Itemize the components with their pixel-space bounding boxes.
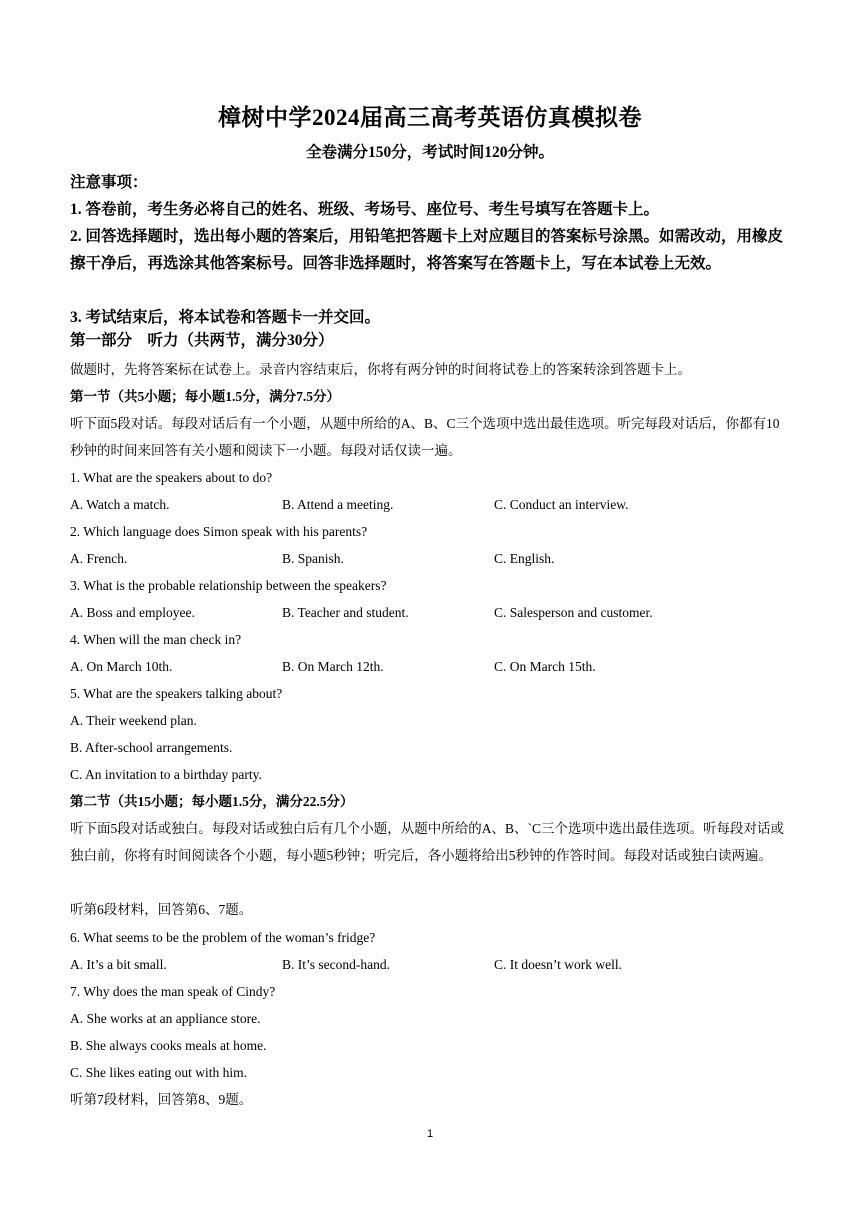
question-2: 2. Which language does Simon speak with his parents? bbox=[70, 524, 368, 539]
option-c: C. It doesn’t work well. bbox=[494, 957, 622, 972]
option-b: B. On March 12th. bbox=[282, 659, 384, 674]
option-b: B. Spanish. bbox=[282, 551, 344, 566]
options-1 bbox=[70, 491, 792, 518]
option-a: A. She works at an appliance store. bbox=[70, 1011, 261, 1026]
option-c: C. On March 15th. bbox=[494, 659, 596, 674]
option-b: B. It’s second-hand. bbox=[282, 957, 390, 972]
options-4 bbox=[70, 653, 792, 680]
section2-instruction: 听下面5段对话或独白。每段对话或独白后有几个小题，从题中所给的A、B、`C三个选项中选出最佳选项。听每段对话或独白前，你将有时间阅读各个小题，每小题5秒钟；听完后，各小题将给出5秒钟的作答时间。每段对话或独白读两遍。 bbox=[70, 821, 785, 863]
notice-item-3: 3. 考试结束后，将本试卷和答题卡一并交回。 bbox=[70, 309, 381, 326]
option-a: A. Boss and employee. bbox=[70, 605, 195, 620]
section2-heading: 第二节（共15小题；每小题1.5分，满分22.5分） bbox=[70, 794, 354, 809]
option-b: B. She always cooks meals at home. bbox=[70, 1038, 267, 1053]
option-b: B. After-school arrangements. bbox=[70, 740, 233, 755]
option-c: C. She likes eating out with him. bbox=[70, 1065, 247, 1080]
option-c: C. An invitation to a birthday party. bbox=[70, 767, 262, 782]
part1-heading: 第一部分 听力（共两节，满分30分） bbox=[70, 332, 334, 349]
page-number: 1 bbox=[426, 1128, 434, 1140]
option-c: C. Conduct an interview. bbox=[494, 497, 629, 512]
notice-heading: 注意事项： bbox=[70, 174, 148, 191]
options-3 bbox=[70, 599, 792, 626]
option-a: A. Watch a match. bbox=[70, 497, 170, 512]
options-2 bbox=[70, 545, 792, 572]
question-1: 1. What are the speakers about to do? bbox=[70, 470, 273, 485]
options-6 bbox=[70, 951, 792, 978]
question-3: 3. What is the probable relationship between the speakers? bbox=[70, 578, 387, 593]
section1-heading: 第一节（共5小题；每小题1.5分，满分7.5分） bbox=[70, 389, 340, 404]
question-7: 7. Why does the man speak of Cindy? bbox=[70, 984, 276, 999]
exam-subtitle: 全卷满分150分，考试时间120分钟。 bbox=[305, 144, 554, 161]
option-b: B. Attend a meeting. bbox=[282, 497, 394, 512]
notice-item-1: 1. 答卷前，考生务必将自己的姓名、班级、考场号、座位号、考生号填写在答题卡上。 bbox=[70, 201, 660, 218]
option-a: A. French. bbox=[70, 551, 128, 566]
option-b: B. Teacher and student. bbox=[282, 605, 409, 620]
question-5: 5. What are the speakers talking about? bbox=[70, 686, 283, 701]
notice-item-2: 2. 回答选择题时，选出每小题的答案后，用铅笔把答题卡上对应题目的答案标号涂黑。如需改动，用橡皮擦干净后，再选涂其他答案标号。回答非选择题时，将答案写在答题卡上，写在本试卷上无效。 bbox=[70, 228, 784, 272]
section1-instruction: 听下面5段对话。每段对话后有一个小题，从题中所给的A、B、C三个选项中选出最佳选项。听完每段对话后，你都有10秒钟的时间来回答有关小题和阅读下一小题。每段对话仅读一遍。 bbox=[70, 416, 780, 458]
material-6-note: 听第6段材料，回答第6、7题。 bbox=[70, 902, 253, 917]
option-a: A. On March 10th. bbox=[70, 659, 173, 674]
option-c: C. Salesperson and customer. bbox=[494, 605, 653, 620]
option-c: C. English. bbox=[494, 551, 555, 566]
question-6: 6. What seems to be the problem of the woman’s fridge? bbox=[70, 930, 376, 945]
option-a: A. It’s a bit small. bbox=[70, 957, 167, 972]
material-7-note: 听第7段材料，回答第8、9题。 bbox=[70, 1092, 253, 1107]
exam-title: 樟树中学2024届高三高考英语仿真模拟卷 bbox=[218, 105, 642, 130]
question-4: 4. When will the man check in? bbox=[70, 632, 242, 647]
option-a: A. Their weekend plan. bbox=[70, 713, 197, 728]
part1-instruction: 做题时，先将答案标在试卷上。录音内容结束后，你将有两分钟的时间将试卷上的答案转涂到答题卡上。 bbox=[70, 362, 691, 377]
